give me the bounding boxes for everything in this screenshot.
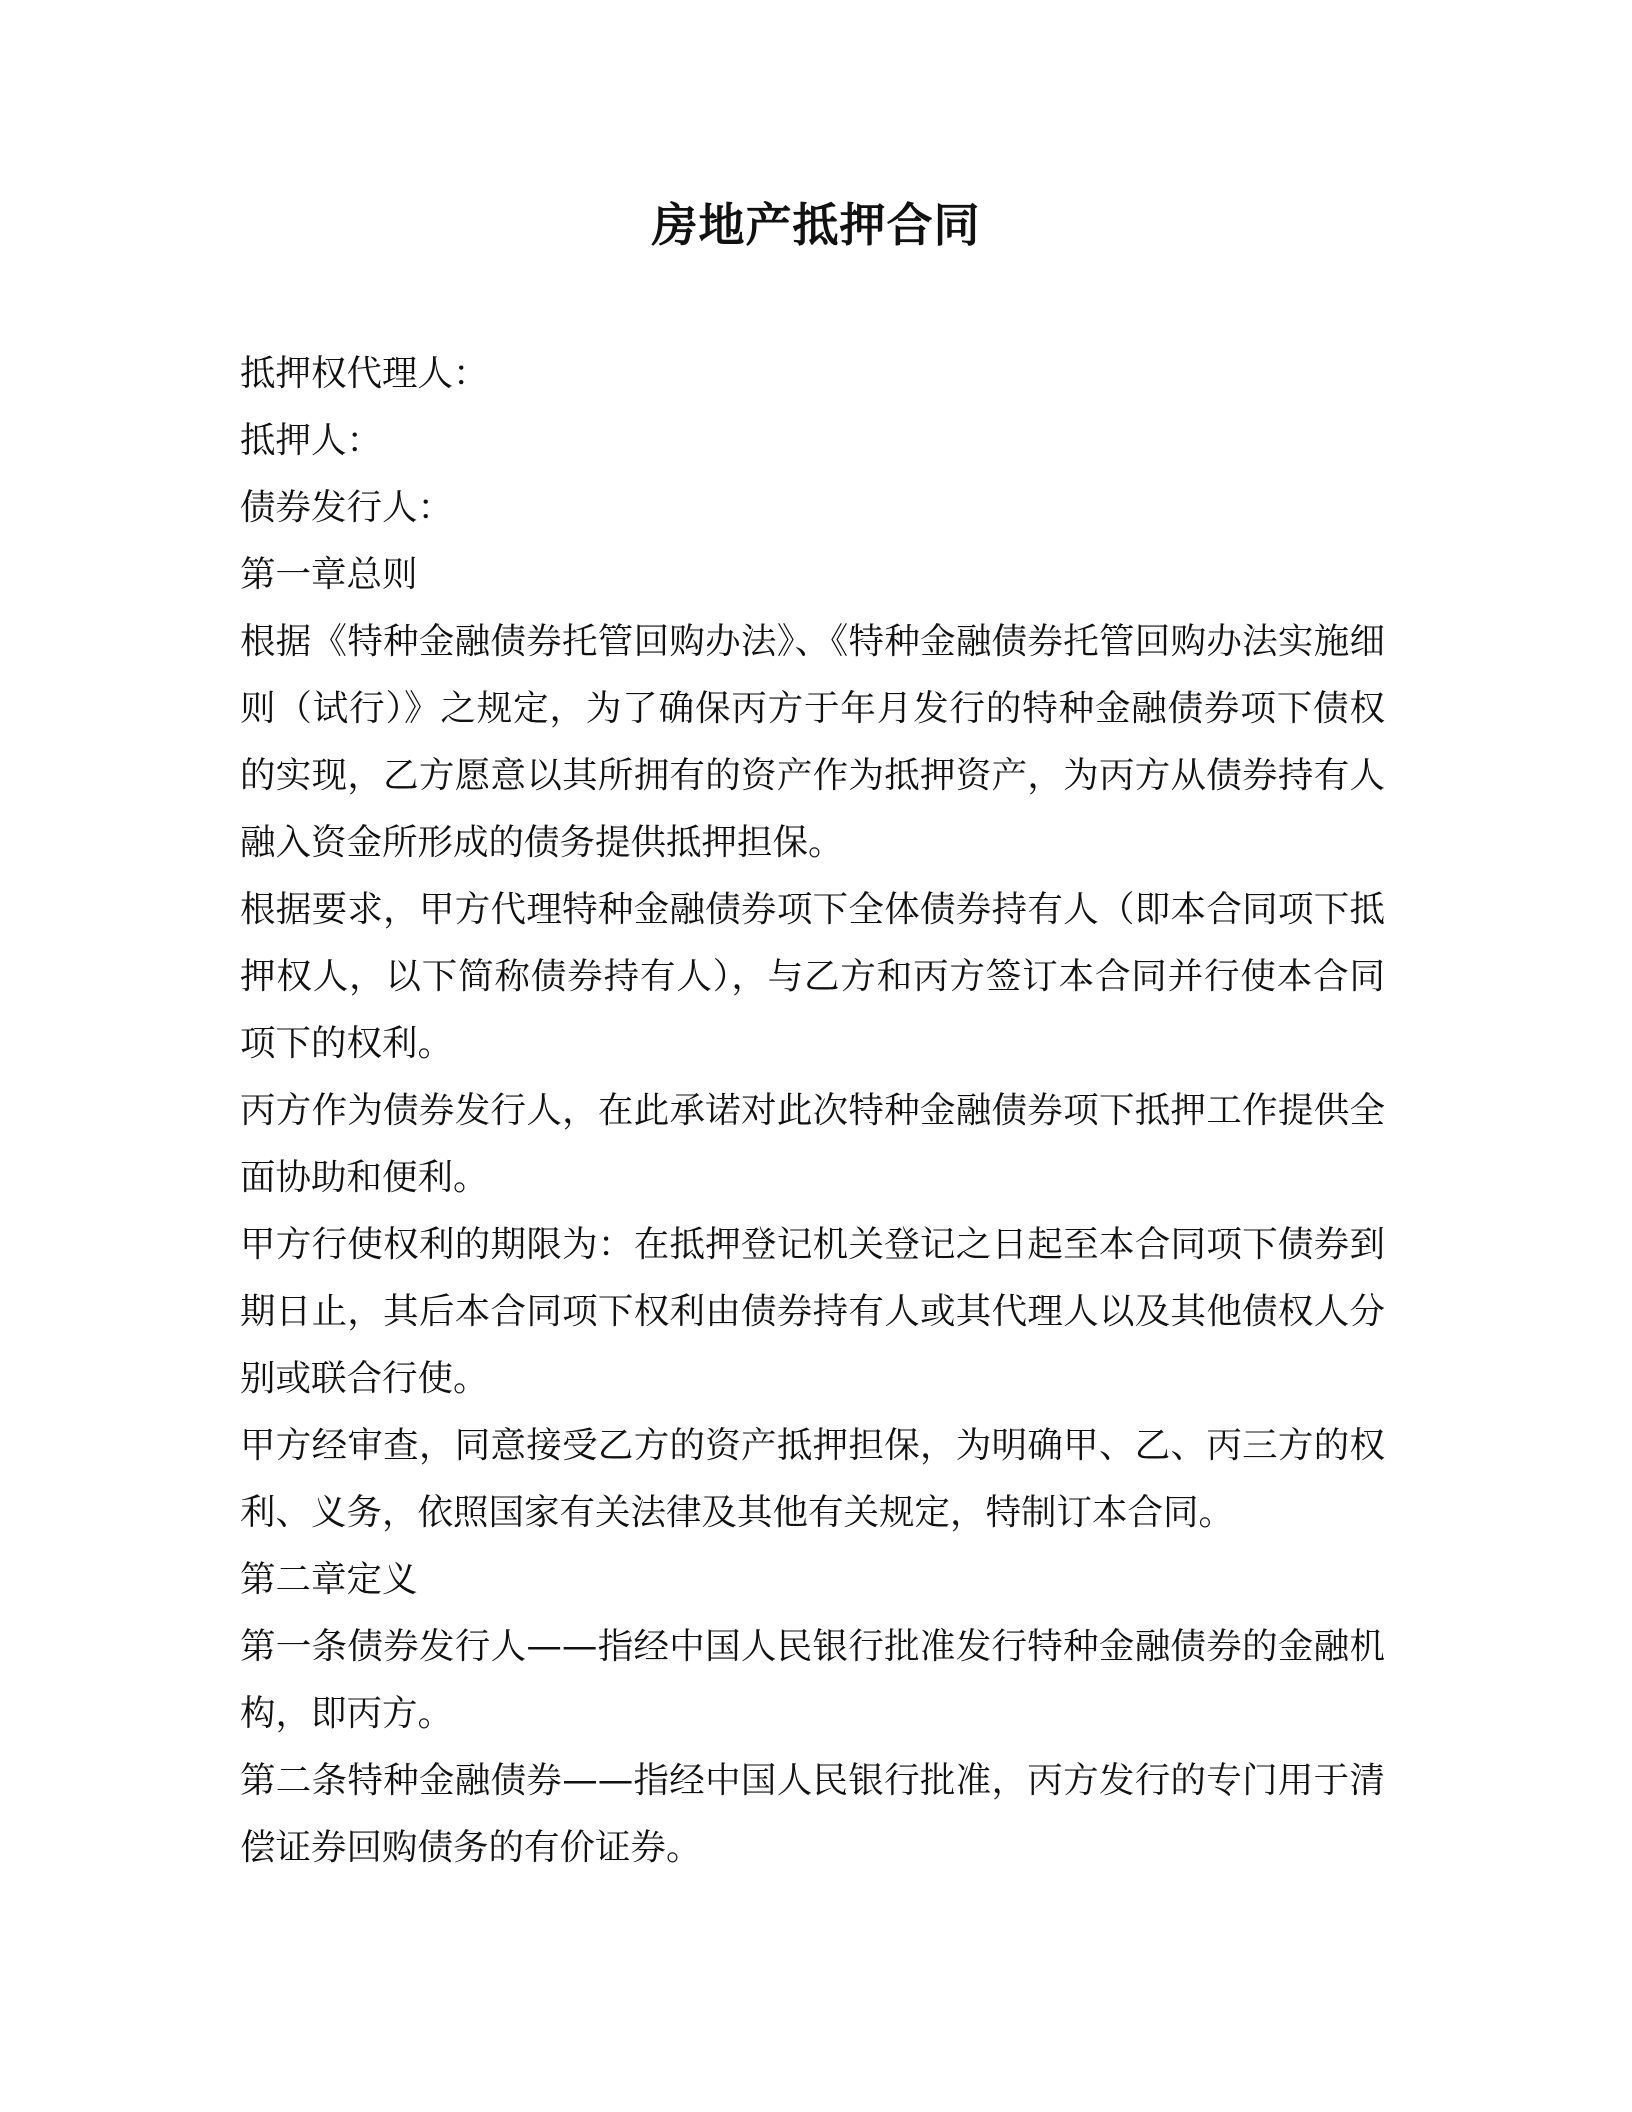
document-body bbox=[240, 340, 1385, 1881]
chapter-heading: 第二章定义 bbox=[240, 1559, 418, 1600]
article-paragraph: 第二条特种金融债券——指经中国人民银行批准，丙方发行的专门用于清偿证券回购债务的有价证券。 bbox=[240, 1760, 1385, 1868]
paragraph: 甲方经审查，同意接受乙方的资产抵押担保，为明确甲、乙、丙三方的权利、义务，依照国家有关法律及其他有关规定，特制订本合同。 bbox=[240, 1425, 1385, 1533]
document-title: 房地产抵押合同 bbox=[651, 198, 981, 252]
paragraph: 丙方作为债券发行人，在此承诺对此次特种金融债券项下抵押工作提供全面协助和便利。 bbox=[240, 1090, 1385, 1198]
paragraph: 根据《特种金融债券托管回购办法》、《特种金融债券托管回购办法实施细则（试行）》之规定，为了确保丙方于年月发行的特种金融债券项下债权的实现，乙方愿意以其所拥有的资产作为抵押资产，为丙方从债券持有人融入资金所形成的债务提供抵押担保。 bbox=[240, 621, 1385, 863]
chapter-heading: 第一章总则 bbox=[240, 554, 418, 595]
bond-issuer-line: 债券发行人： bbox=[240, 487, 454, 528]
mortgagor-line: 抵押人： bbox=[240, 420, 383, 461]
mortgagee-agent-line: 抵押权代理人： bbox=[240, 353, 489, 394]
article-paragraph: 第一条债券发行人——指经中国人民银行批准发行特种金融债券的金融机构，即丙方。 bbox=[240, 1626, 1385, 1734]
paragraph: 根据要求，甲方代理特种金融债券项下全体债券持有人（即本合同项下抵押权人，以下简称债券持有人），与乙方和丙方签订本合同并行使本合同项下的权利。 bbox=[240, 889, 1385, 1064]
paragraph: 甲方行使权利的期限为：在抵押登记机关登记之日起至本合同项下债券到期日止，其后本合同项下权利由债券持有人或其代理人以及其他债权人分别或联合行使。 bbox=[240, 1224, 1385, 1399]
